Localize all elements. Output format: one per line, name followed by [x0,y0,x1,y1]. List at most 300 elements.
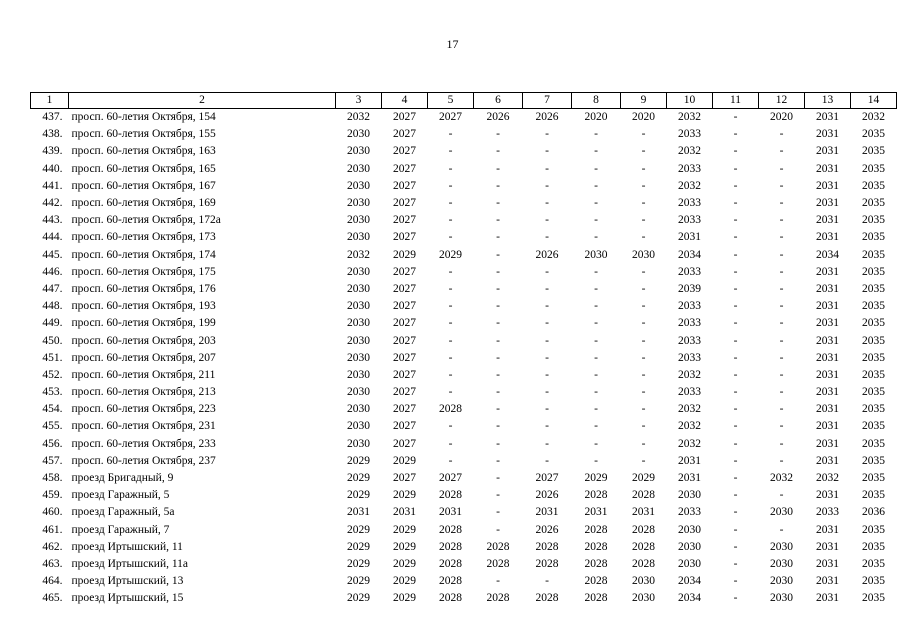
year-cell: - [779,145,784,158]
year-cell: - [594,317,598,330]
year-cell: 2032 [678,111,701,124]
year-cell: 2029 [347,489,370,502]
year-cell: 2031 [678,472,701,485]
address-cell: просп. 60-летия Октября, 176 [71,282,216,295]
year-cell: 2028 [584,592,608,605]
address-cell: проезд Иртышский, 13 [71,575,184,588]
year-cell: - [594,214,598,227]
header-cell: 8 [572,93,621,109]
table-row [31,178,897,195]
table-row [31,229,897,246]
header-cell: 4 [382,93,428,109]
header-cell: 9 [621,93,667,109]
address-cell: просп. 60-летия Октября, 172а [71,214,221,227]
year-cell: 2032 [347,111,370,124]
row-number-cell: 447. [42,282,63,295]
year-cell: - [545,300,549,313]
header-cell: 5 [428,93,474,109]
year-cell: 2027 [393,351,416,364]
table-row [31,298,897,315]
year-cell: - [594,145,598,158]
year-cell: 2027 [393,420,416,433]
year-cell: 2031 [439,506,462,519]
year-cell: - [496,265,500,278]
year-cell: 2026 [535,248,559,261]
table-row [31,161,897,178]
year-cell: - [733,403,738,416]
year-cell: 2032 [347,248,370,261]
year-cell: 2028 [439,575,462,588]
table-row [31,470,897,487]
year-cell: 2028 [486,592,510,605]
year-cell: 2028 [632,489,655,502]
year-cell: 2030 [347,179,370,192]
address-cell: просп. 60-летия Октября, 174 [71,248,216,261]
year-cell: - [641,437,646,450]
row-number-cell: 459. [42,489,63,502]
year-cell: 2031 [816,162,839,175]
year-cell: - [641,317,646,330]
year-cell: 2030 [770,557,793,570]
year-cell: - [448,317,453,330]
year-cell: 2030 [632,592,655,605]
year-cell: - [733,557,738,570]
address-cell: просп. 60-летия Октября, 169 [71,197,216,210]
year-cell: 2027 [439,472,462,485]
header-cell: 12 [759,93,805,109]
table-body [31,109,897,608]
year-cell: - [733,437,738,450]
year-cell: - [496,300,500,313]
year-cell: 2033 [816,506,839,519]
year-cell: 2029 [347,472,370,485]
year-cell: 2027 [393,282,416,295]
address-cell: просп. 60-летия Октября, 175 [71,265,216,278]
year-cell: - [641,282,646,295]
year-cell: - [733,300,738,313]
year-cell: - [594,179,598,192]
year-cell: 2032 [678,403,701,416]
year-cell: 2031 [816,454,839,467]
table-row [31,453,897,470]
year-cell: 2027 [535,472,559,485]
table-row [31,539,897,556]
row-number-cell: 453. [42,386,63,399]
year-cell: 2027 [393,179,416,192]
year-cell: 2030 [347,317,370,330]
year-cell: - [733,231,738,244]
address-cell: просп. 60-летия Октября, 233 [71,437,216,450]
year-cell: - [779,317,784,330]
row-number-cell: 448. [42,300,63,313]
table-row [31,504,897,521]
row-number-cell: 464. [42,575,63,588]
year-cell: 2033 [678,317,701,330]
table-row [31,126,897,143]
year-cell: - [641,179,646,192]
table-row [31,367,897,384]
table-row [31,384,897,401]
year-cell: 2035 [862,472,885,485]
year-cell: 2031 [816,300,839,313]
year-cell: - [779,523,784,536]
year-cell: 2030 [632,575,655,588]
year-cell: - [496,282,500,295]
year-cell: 2027 [393,265,416,278]
year-cell: - [779,437,784,450]
year-cell: 2028 [584,523,608,536]
address-cell: просп. 60-летия Октября, 203 [71,334,216,347]
year-cell: - [779,248,784,261]
year-cell: 2031 [816,437,839,450]
year-cell: 2030 [770,506,793,519]
table-row [31,487,897,504]
year-cell: - [733,214,738,227]
year-cell: - [448,128,453,141]
year-cell: 2029 [632,472,655,485]
year-cell: 2032 [862,111,885,124]
year-cell: - [779,386,784,399]
data-table [30,92,897,607]
year-cell: - [779,489,784,502]
year-cell: - [545,386,549,399]
year-cell: - [448,179,453,192]
address-cell: проезд Иртышский, 11а [71,557,189,570]
table-row [31,436,897,453]
year-cell: - [594,197,598,210]
year-cell: 2034 [678,248,701,261]
row-number-cell: 446. [42,265,63,278]
year-cell: - [733,420,738,433]
year-cell: 2028 [439,403,462,416]
year-cell: 2027 [393,300,416,313]
year-cell: 2028 [584,575,608,588]
year-cell: - [733,472,738,485]
address-cell: просп. 60-летия Октября, 207 [71,351,216,364]
year-cell: - [496,248,500,261]
year-cell: 2033 [678,197,701,210]
year-cell: - [779,334,784,347]
row-number-cell: 449. [42,317,63,330]
year-cell: 2027 [393,214,416,227]
year-cell: - [594,368,598,381]
year-cell: 2039 [678,282,701,295]
year-cell: - [641,162,646,175]
year-cell: - [594,265,598,278]
year-cell: - [496,214,500,227]
year-cell: 2029 [347,575,370,588]
year-cell: - [496,523,500,536]
year-cell: 2035 [862,557,885,570]
year-cell: - [448,386,453,399]
year-cell: 2032 [678,145,701,158]
year-cell: 2030 [770,575,793,588]
year-cell: 2027 [393,111,416,124]
year-cell: 2032 [816,472,839,485]
year-cell: - [594,231,598,244]
year-cell: - [545,575,549,588]
year-cell: - [779,128,784,141]
year-cell: - [448,437,453,450]
year-cell: 2027 [393,128,416,141]
year-cell: - [733,197,738,210]
year-cell: - [496,454,500,467]
table-row [31,573,897,590]
year-cell: 2029 [584,472,608,485]
year-cell: 2031 [816,489,839,502]
address-cell: просп. 60-летия Октября, 155 [71,128,216,141]
year-cell: 2027 [393,162,416,175]
year-cell: 2029 [393,592,416,605]
year-cell: 2029 [393,575,416,588]
header-row [31,93,897,109]
year-cell: - [545,282,549,295]
year-cell: - [733,248,738,261]
year-cell: - [496,231,500,244]
year-cell: 2031 [816,386,839,399]
year-cell: 2035 [862,403,885,416]
year-cell: 2034 [678,575,701,588]
year-cell: - [448,454,453,467]
table-row [31,143,897,160]
year-cell: 2035 [862,162,885,175]
table-row [31,247,897,264]
year-cell: 2030 [347,128,370,141]
year-cell: - [545,368,549,381]
table-row [31,332,897,349]
year-cell: 2031 [816,179,839,192]
year-cell: 2030 [347,386,370,399]
year-cell: - [594,162,598,175]
year-cell: 2030 [678,523,701,536]
row-number-cell: 450. [42,334,63,347]
year-cell: - [641,403,646,416]
year-cell: 2030 [347,403,370,416]
year-cell: 2028 [439,489,462,502]
year-cell: 2029 [393,540,416,553]
year-cell: 2032 [678,368,701,381]
year-cell: - [545,317,549,330]
year-cell: - [641,368,646,381]
row-number-cell: 438. [42,128,63,141]
year-cell: 2033 [678,128,701,141]
table-row [31,590,897,607]
page-number: 17 [446,37,459,51]
year-cell: 2033 [678,214,701,227]
year-cell: 2031 [816,317,839,330]
year-cell: 2020 [770,111,793,124]
year-cell: 2035 [862,592,885,605]
year-cell: 2031 [816,557,839,570]
year-cell: 2033 [678,506,701,519]
address-cell: просп. 60-летия Октября, 154 [71,111,216,124]
year-cell: - [448,300,453,313]
year-cell: 2033 [678,300,701,313]
year-cell: 2020 [632,111,655,124]
header-cell: 2 [69,93,336,109]
year-cell: 2030 [347,231,370,244]
year-cell: - [545,351,549,364]
year-cell: - [545,162,549,175]
year-cell: 2028 [632,557,655,570]
year-cell: 2029 [347,523,370,536]
table-row [31,281,897,298]
header-cell: 6 [474,93,523,109]
year-cell: - [496,437,500,450]
row-number-cell: 451. [42,351,63,364]
year-cell: - [448,145,453,158]
address-cell: просп. 60-летия Октября, 193 [71,300,216,313]
address-cell: проезд Гаражный, 7 [71,523,170,536]
table-row [31,212,897,229]
year-cell: 2035 [862,540,885,553]
year-cell: - [594,128,598,141]
year-cell: 2031 [816,265,839,278]
year-cell: - [594,351,598,364]
year-cell: 2031 [816,334,839,347]
year-cell: 2029 [347,592,370,605]
year-cell: - [641,420,646,433]
year-cell: - [496,575,500,588]
table-row [31,264,897,281]
year-cell: 2028 [439,523,462,536]
year-cell: - [496,334,500,347]
row-number-cell: 437. [42,111,63,124]
year-cell: - [496,368,500,381]
year-cell: 2028 [632,523,655,536]
year-cell: - [448,231,453,244]
year-cell: 2027 [393,472,416,485]
year-cell: 2031 [816,128,839,141]
year-cell: - [733,489,738,502]
year-cell: - [496,197,500,210]
row-number-cell: 458. [42,472,63,485]
year-cell: - [779,179,784,192]
year-cell: - [733,368,738,381]
year-cell: 2029 [393,489,416,502]
row-number-cell: 442. [42,197,63,210]
address-cell: просп. 60-летия Октября, 213 [71,386,216,399]
year-cell: - [545,145,549,158]
year-cell: 2030 [347,162,370,175]
year-cell: 2031 [816,420,839,433]
year-cell: 2035 [862,145,885,158]
year-cell: 2035 [862,437,885,450]
year-cell: - [641,197,646,210]
table-row [31,195,897,212]
year-cell: - [448,265,453,278]
year-cell: 2031 [347,506,370,519]
year-cell: - [594,300,598,313]
year-cell: 2020 [584,111,608,124]
year-cell: - [545,437,549,450]
year-cell: 2035 [862,523,885,536]
table-header [31,93,897,109]
year-cell: 2031 [816,351,839,364]
year-cell: 2029 [393,248,416,261]
year-cell: - [779,231,784,244]
year-cell: - [733,575,738,588]
year-cell: 2033 [678,265,701,278]
year-cell: 2035 [862,128,885,141]
year-cell: - [594,454,598,467]
year-cell: 2028 [535,557,559,570]
year-cell: - [448,282,453,295]
year-cell: - [733,128,738,141]
year-cell: 2026 [535,523,559,536]
year-cell: 2029 [347,557,370,570]
table-row [31,109,897,127]
year-cell: - [641,214,646,227]
year-cell: 2027 [393,231,416,244]
year-cell: 2029 [393,454,416,467]
year-cell: - [733,351,738,364]
year-cell: 2033 [678,386,701,399]
year-cell: - [779,420,784,433]
year-cell: 2026 [535,111,559,124]
year-cell: 2033 [678,334,701,347]
header-cell: 13 [805,93,851,109]
year-cell: - [779,282,784,295]
year-cell: - [545,214,549,227]
year-cell: 2028 [486,557,510,570]
row-number-cell: 465. [42,592,63,605]
year-cell: - [545,403,549,416]
year-cell: 2034 [816,248,839,261]
year-cell: 2031 [816,282,839,295]
year-cell: - [496,386,500,399]
header-cell: 3 [336,93,382,109]
year-cell: 2035 [862,214,885,227]
year-cell: 2028 [632,540,655,553]
year-cell: 2031 [535,506,559,519]
row-number-cell: 457. [42,454,63,467]
year-cell: 2029 [439,248,462,261]
year-cell: 2027 [393,386,416,399]
year-cell: - [733,162,738,175]
year-cell: 2031 [816,523,839,536]
year-cell: 2028 [584,557,608,570]
year-cell: 2031 [816,145,839,158]
year-cell: 2031 [816,540,839,553]
year-cell: 2028 [584,489,608,502]
address-cell: просп. 60-летия Октября, 231 [71,420,216,433]
address-cell: просп. 60-летия Октября, 199 [71,317,216,330]
address-cell: просп. 60-летия Октября, 223 [71,403,216,416]
year-cell: - [733,454,738,467]
table-row [31,401,897,418]
year-cell: - [496,420,500,433]
year-cell: - [779,265,784,278]
year-cell: - [496,472,500,485]
year-cell: - [496,162,500,175]
year-cell: - [594,282,598,295]
year-cell: 2029 [347,540,370,553]
year-cell: 2030 [347,300,370,313]
year-cell: 2027 [393,317,416,330]
year-cell: 2035 [862,334,885,347]
year-cell: 2031 [816,231,839,244]
year-cell: 2028 [439,540,462,553]
year-cell: - [594,437,598,450]
year-cell: 2036 [862,506,885,519]
year-cell: - [496,317,500,330]
year-cell: 2027 [393,368,416,381]
table-row [31,315,897,332]
year-cell: - [779,300,784,313]
year-cell: - [733,386,738,399]
year-cell: 2034 [678,592,701,605]
